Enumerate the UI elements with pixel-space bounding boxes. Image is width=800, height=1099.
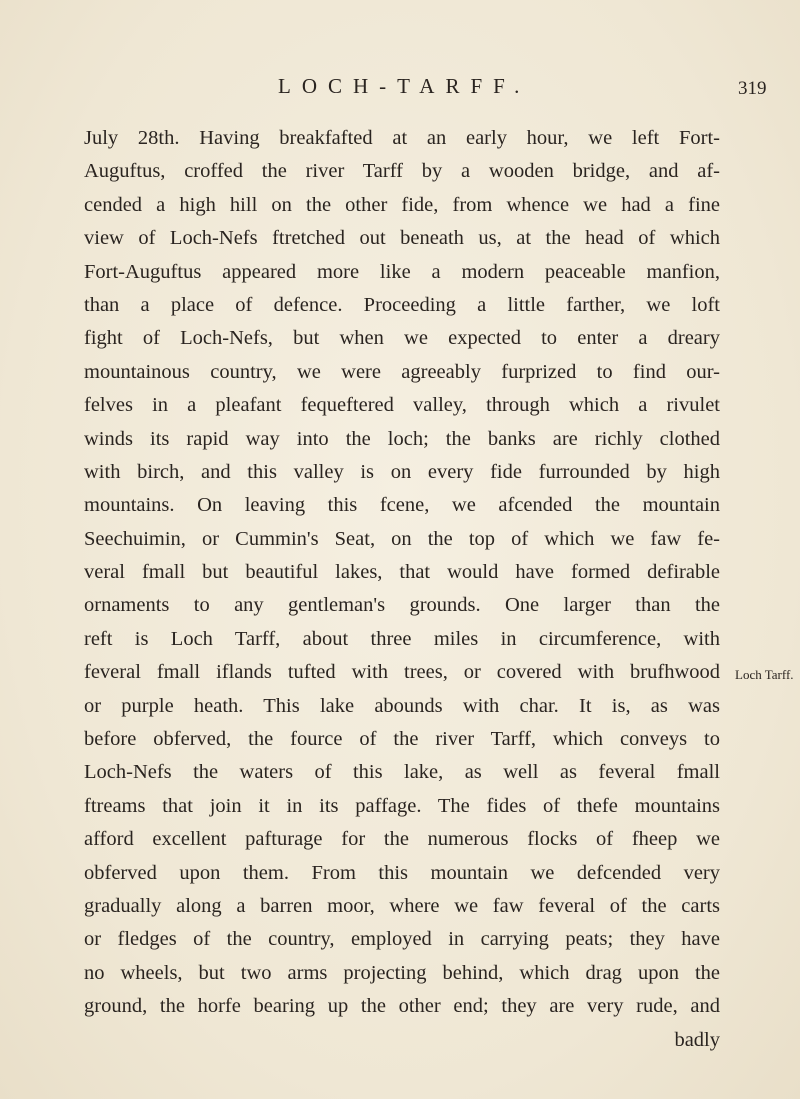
text-line: than a place of defence. Proceeding a little farther, we loft	[84, 293, 720, 316]
running-head: LOCH-TARFF.	[278, 74, 531, 98]
text-line: felves in a pleafant fequeftered valley, through which a rivulet	[84, 394, 720, 417]
text-line: gradually along a barren moor, where we faw feveral of the carts	[84, 894, 720, 917]
text-line: July 28th. Having breakfafted at an early hour, we left Fort-	[84, 127, 720, 149]
text-line: veral fmall but beautiful lakes, that would have formed defirable	[84, 561, 720, 584]
margin-note: Loch Tarff.	[735, 667, 794, 682]
text-line: ftreams that join it in its paffage. The fides of thefe mountains	[84, 794, 720, 817]
text-line: before obferved, the fource of the river Tarff, which conveys to	[84, 728, 720, 751]
text-line: with birch, and this valley is on every fide furrounded by high	[84, 460, 720, 483]
text-line: Auguftus, croffed the river Tarff by a wooden bridge, and af-	[84, 160, 720, 183]
text-line: obferved upon them. From this mountain we defcended very	[84, 861, 720, 884]
text-line: cended a high hill on the other fide, from whence we had a fine	[84, 193, 720, 216]
text-line: winds its rapid way into the loch; the banks are richly clothed	[84, 427, 720, 450]
catchword: badly	[674, 1028, 720, 1051]
text-line: Loch-Nefs the waters of this lake, as well as feveral fmall	[84, 761, 720, 784]
text-line: ground, the horfe bearing up the other end; they are very rude, and	[84, 995, 720, 1018]
text-line: or purple heath. This lake abounds with char. It is, as was	[84, 694, 720, 717]
text-line: ornaments to any gentleman's grounds. One larger than the	[84, 594, 720, 617]
text-line: fight of Loch-Nefs, but when we expected to enter a dreary	[84, 327, 720, 350]
text-line: mountainous country, we were agreeably furprized to find our-	[84, 360, 720, 383]
text-line: afford excellent pafturage for the numerous flocks of fheep we	[84, 828, 720, 851]
text-line: Seechuimin, or Cummin's Seat, on the top of which we faw fe-	[84, 527, 720, 550]
text-line: view of Loch-Nefs ftretched out beneath us, at the head of which	[84, 227, 720, 250]
text-line: feveral fmall iflands tufted with trees, or covered with brufhwood	[84, 661, 720, 684]
text-line: reft is Loch Tarff, about three miles in circumference, with	[84, 627, 720, 650]
text-line: no wheels, but two arms projecting behind, which drag upon the	[84, 961, 720, 984]
text-line: Fort-Auguftus appeared more like a modern peaceable manfion,	[84, 260, 720, 283]
body-text	[84, 122, 720, 1057]
page-number: 319	[738, 78, 767, 99]
text-line: mountains. On leaving this fcene, we afcended the mountain	[84, 494, 720, 517]
text-line: or fledges of the country, employed in carrying peats; they have	[84, 928, 720, 951]
